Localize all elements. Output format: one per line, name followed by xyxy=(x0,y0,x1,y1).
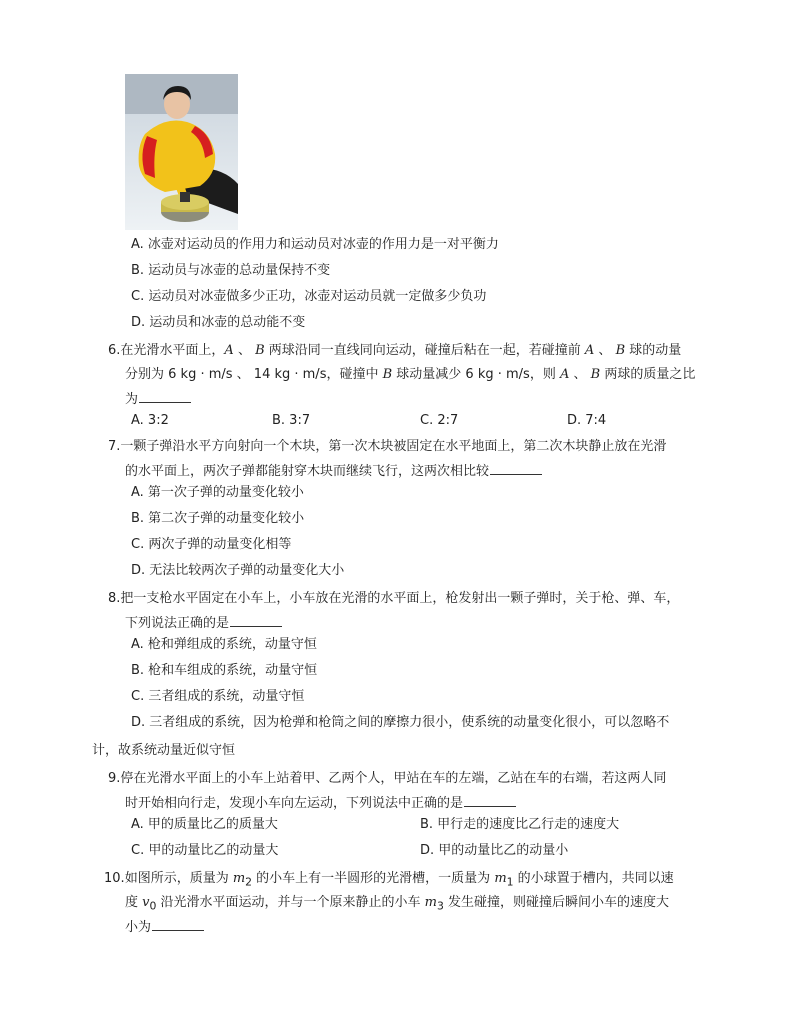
q6-option-d: D. 7:4 xyxy=(567,413,607,428)
answer-blank xyxy=(152,918,204,931)
q7-option-d: D. 无法比较两次子弹的动量变化大小 xyxy=(131,563,345,578)
answer-blank xyxy=(230,614,282,627)
q6-option-b: B. 3:7 xyxy=(272,413,311,428)
q6-option-c: C. 2:7 xyxy=(420,413,459,428)
q7-line-1: 7.一颗子弹沿水平方向射向一个木块，第一次木块被固定在水平地面上，第二次木块静止放在光滑 xyxy=(108,439,667,454)
q9-option-a: A. 甲的质量比乙的质量大 xyxy=(131,817,278,832)
q8-number: 8. xyxy=(108,591,121,606)
q5-option-d: D. 运动员和冰壶的总动能不变 xyxy=(131,315,306,330)
q9-line-1: 9.停在光滑水平面上的小车上站着甲、乙两个人，甲站在车的左端，乙站在车的右端，若这两人同 xyxy=(108,771,667,786)
q7-line-2: 的水平面上，两次子弹都能射穿木块而继续飞行，这两次相比较 xyxy=(125,462,542,481)
q6-line-2: 分别为 6 kg · m/s 、 14 kg · m/s，碰撞中 B 球动量减少 6 kg · m/s，则 A 、 B 两球的质量之比 xyxy=(125,367,696,382)
q8-option-b: B. 枪和车组成的系统，动量守恒 xyxy=(131,663,318,678)
q8-option-d-wrap: 计，故系统动量近似守恒 xyxy=(92,743,236,758)
q8-line-2: 下列说法正确的是 xyxy=(125,614,282,633)
q10-number: 10. xyxy=(104,871,125,886)
q6-line-1: 6.在光滑水平面上，A 、 B 两球沿同一直线同向运动，碰撞后粘在一起，若碰撞前 A 、 B 球的动量 xyxy=(108,343,682,358)
q8-option-a: A. 枪和弹组成的系统，动量守恒 xyxy=(131,637,317,652)
q5-option-a: A. 冰壶对运动员的作用力和运动员对冰壶的作用力是一对平衡力 xyxy=(131,237,499,252)
q10-line-3: 小为 xyxy=(125,918,204,937)
q7-number: 7. xyxy=(108,439,121,454)
curling-athlete-illustration xyxy=(125,74,238,230)
q5-option-b: B. 运动员与冰壶的总动量保持不变 xyxy=(131,263,331,278)
answer-blank xyxy=(464,794,516,807)
q5-option-c: C. 运动员对冰壶做多少正功，冰壶对运动员就一定做多少负功 xyxy=(131,289,487,304)
q6-number: 6. xyxy=(108,343,121,358)
answer-blank xyxy=(139,390,191,403)
q7-option-c: C. 两次子弹的动量变化相等 xyxy=(131,537,292,552)
q7-option-b: B. 第二次子弹的动量变化较小 xyxy=(131,511,305,526)
q10-line-2: 度 $v_0$ 沿光滑水平面运动，并与一个原来静止的小车 $m_3$ 发生碰撞，则碰撞后瞬间小车的速度大 xyxy=(125,895,670,913)
curling-photo xyxy=(125,74,238,230)
q8-option-d: D. 三者组成的系统，因为枪弹和枪筒之间的摩擦力很小，使系统的动量变化很小，可以忽略不 xyxy=(131,715,670,730)
q9-line-2: 时开始相向行走，发现小车向左运动，下列说法中正确的是 xyxy=(125,794,516,813)
q9-number: 9. xyxy=(108,771,121,786)
q9-option-b: B. 甲行走的速度比乙行走的速度大 xyxy=(420,817,620,832)
q6-line-3: 为 xyxy=(125,390,191,409)
answer-blank xyxy=(490,462,542,475)
q9-option-d: D. 甲的动量比乙的动量小 xyxy=(420,843,569,858)
q8-option-c: C. 三者组成的系统，动量守恒 xyxy=(131,689,305,704)
q6-option-a: A. 3:2 xyxy=(131,413,169,428)
q10-line-1: 10.如图所示，质量为 $m_2$ 的小车上有一半圆形的光滑槽，一质量为 $m_1$ 的小球置于槽内，共同以速 xyxy=(104,871,674,889)
q8-line-1: 8.把一支枪水平固定在小车上，小车放在光滑的水平面上，枪发射出一颗子弹时，关于枪、弹、车， xyxy=(108,591,680,606)
q9-option-c: C. 甲的动量比乙的动量大 xyxy=(131,843,279,858)
q7-option-a: A. 第一次子弹的动量变化较小 xyxy=(131,485,304,500)
